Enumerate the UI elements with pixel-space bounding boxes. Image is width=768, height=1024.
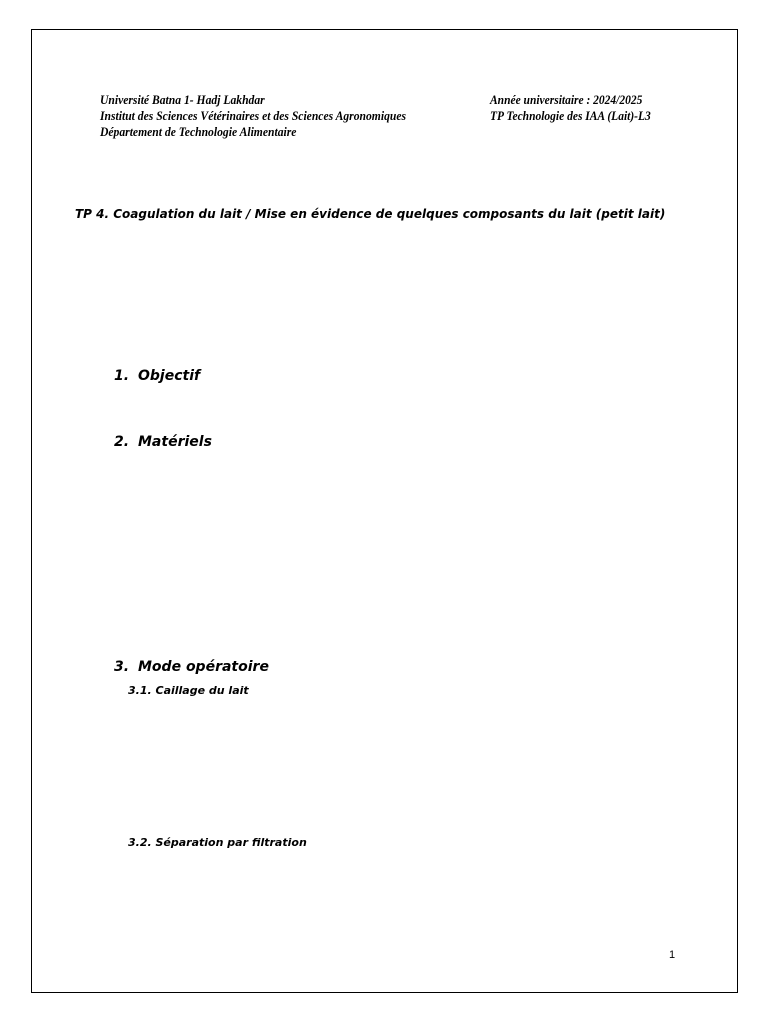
section-mode-operatoire [114,658,269,676]
section-number: 2. [114,434,130,450]
subsection-filtration: 3.2. Séparation par filtration [128,836,307,849]
subsection-caillage: 3.1. Caillage du lait [128,684,249,697]
document-title: TP 4. Coagulation du lait / Mise en évidence de quelques composants du lait (petit lait) [75,206,666,221]
section-materiels [114,433,212,451]
header-department: Département de Technologie Alimentaire [100,125,297,139]
section-objectif [114,367,200,385]
header-course: TP Technologie des IAA (Lait)-L3 [490,109,651,123]
header-academic-year: Année universitaire : 2024/2025 [490,93,643,107]
section-label: Matériels [138,434,212,450]
section-number: 1. [114,368,130,384]
header-university: Université Batna 1- Hadj Lakhdar [100,93,265,107]
header-institute: Institut des Sciences Vétérinaires et des Sciences Agronomiques [100,109,407,123]
header-institution [100,92,406,140]
section-number: 3. [114,659,130,675]
header-course-info [490,92,651,124]
section-label: Objectif [138,368,201,384]
page-number: 1 [669,949,676,961]
section-label: Mode opératoire [138,659,269,675]
